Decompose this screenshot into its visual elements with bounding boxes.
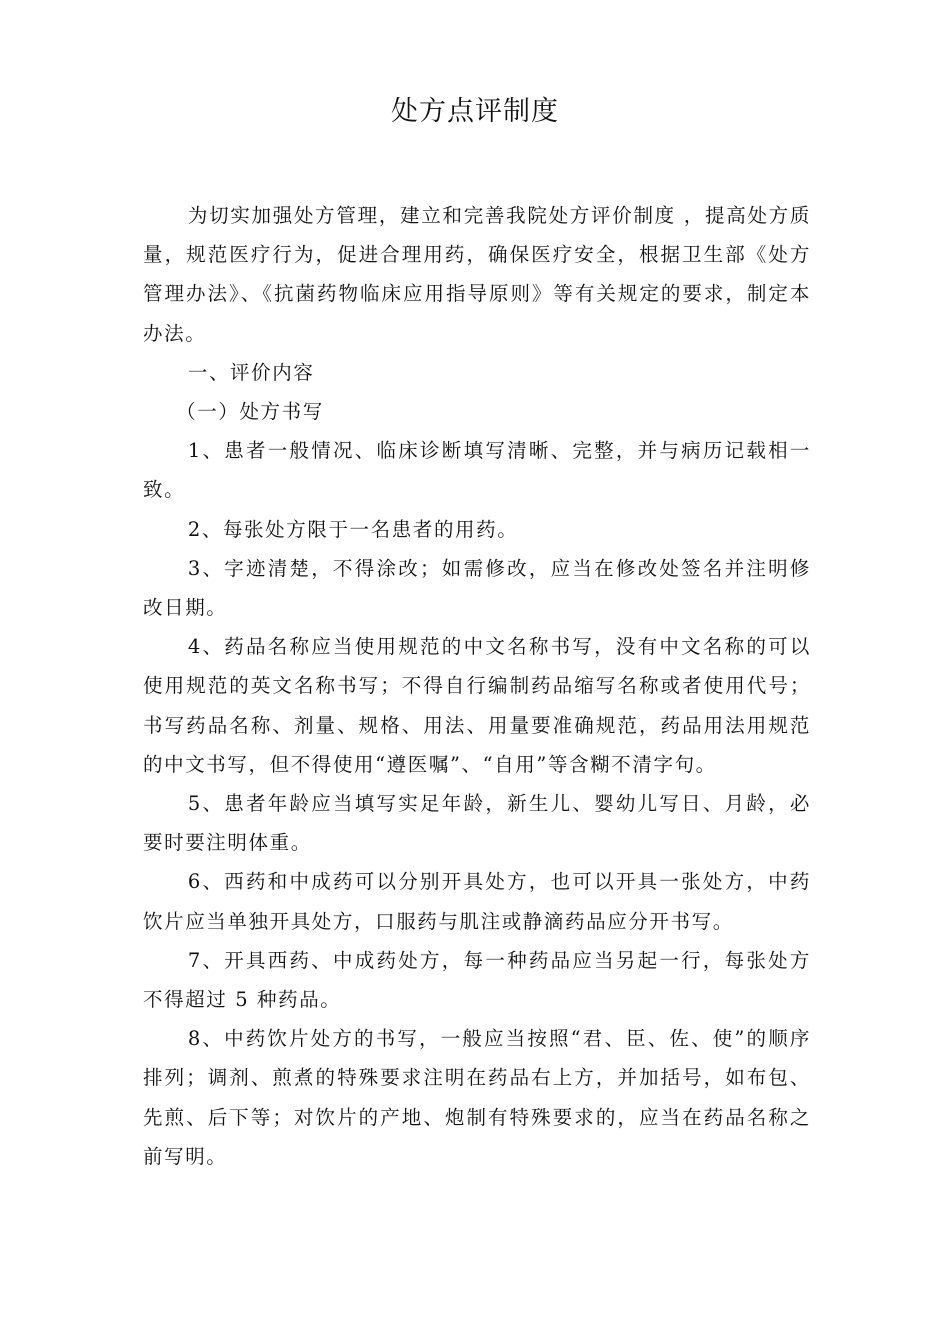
rule-item-3: 3、字迹清楚，不得涂改；如需修改，应当在修改处签名并注明修改日期。 <box>143 556 811 620</box>
rule-item-7: 7、开具西药、中成药处方，每一种药品应当另起一行，每张处方不得超过 5 种药品。 <box>143 948 811 1012</box>
rule-item-4: 4、药品名称应当使用规范的中文名称书写，没有中文名称的可以使用规范的英文名称书写；不得自行编制药品缩写名称或者使用代号；书写药品名称、剂量、规格、用法、用量要准确规范，药品用法用规范的中文书写，但不得使用“遵医嘱”、“自用”等含糊不清字句。 <box>143 635 811 776</box>
rule-item-1: 1、患者一般情况、临床诊断填写清晰、完整，并与病历记载相一致。 <box>143 439 811 502</box>
rule-item-5: 5、患者年龄应当填写实足年龄，新生儿、婴幼儿写日、月龄，必要时要注明体重。 <box>143 792 811 855</box>
rule-item-8: 8、中药饮片处方的书写，一般应当按照“君、臣、佐、使”的顺序排列；调剂、煎煮的特殊要求注明在药品右上方，并加括号，如布包、先煎、后下等；对饮片的产地、炮制有特殊要求的，应当在药品名称之前写明。 <box>143 1027 811 1168</box>
rule-item-2: 2、每张处方限于一名患者的用药。 <box>187 517 519 541</box>
intro-paragraph: 为切实加强处方管理，建立和完善我院处方评价制度 ，提高处方质量，规范医疗行为，促进合理用药，确保医疗安全，根据卫生部《处方管理办法》、《抗菌药物临床应用指导原则》等有关规定的要求，制定本办法。 <box>143 204 811 345</box>
section-heading-evaluation-content: 一、评价内容 <box>187 360 315 384</box>
rule-item-6: 6、西药和中成药可以分别开具处方，也可以开具一张处方，中药饮片应当单独开具处方，口服药与肌注或静滴药品应分开书写。 <box>143 870 811 933</box>
subsection-heading-prescription-writing: （一）处方书写 <box>176 400 324 424</box>
document-body <box>143 196 811 1176</box>
document-title: 处方点评制度 <box>391 96 559 127</box>
